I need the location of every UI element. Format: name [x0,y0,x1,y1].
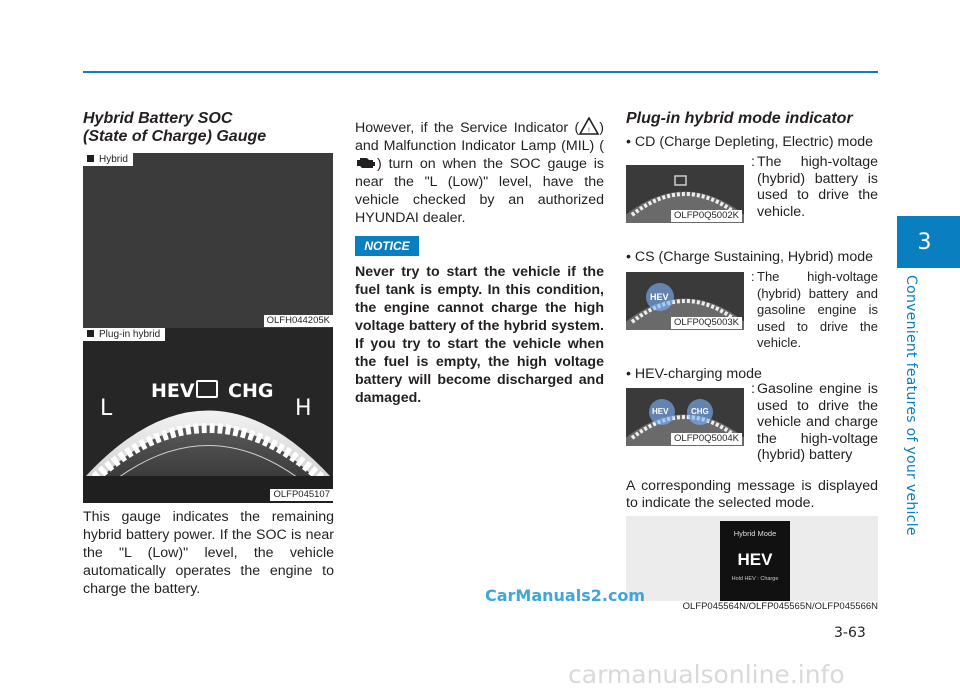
hybrid-mode-title: Hybrid Mode [733,529,777,538]
hybrid-mode-message-panel [626,516,878,601]
mode-cs-thumbnail [626,272,744,330]
plugin-image-code: OLFP045107 [270,489,333,501]
mode-hevchg-hev-text: HEV [652,407,669,416]
battery-icon [196,380,218,398]
mode-cd-code: OLFP0Q5002K [671,210,742,222]
gauge-chg-text: CHG [228,380,274,402]
mode-cd-description: : The high-voltage (hybrid) battery is used to drive the vehicle. [751,154,878,220]
hybrid-gauge-image [83,153,333,328]
mode-hevchg-thumbnail [626,388,744,446]
mode-cs-code: OLFP0Q5003K [671,317,742,329]
soc-heading-line2: (State of Charge) Gauge [83,128,267,145]
hybrid-mode-value: HEV [737,550,773,569]
service-indicator-icon [579,117,599,135]
hybrid-image-code: OLFH044205K [264,315,333,327]
mode-cs-hev-text: HEV [650,292,669,302]
hybrid-mode-footer: Hold HEV : Charge [731,576,779,582]
plugin-label: Plug-in hybrid [83,328,165,341]
mode-hevchg-description: : Gasoline engine is used to drive the vehicle and charge the high-voltage (hybrid) battery [751,381,878,463]
service-paragraph: However, if the Service Indicator ( ! ) and Malfunction Indicator Lamp (MIL) () turn on when the SOC gauge is near the "L (Low)" level, have the vehicle checked by an authorized HYUNDAI dealer. [355,117,604,227]
chapter-title: Convenient features of your vehicle [903,275,919,536]
gauge-high-label: H [295,396,312,421]
svg-text:!: ! [588,127,591,134]
hybrid-mode-display [720,521,790,601]
chapter-number-tab [897,216,960,268]
plugin-gauge-image [83,328,333,503]
soc-body: This gauge indicates the remaining hybrid battery power. If the SOC is near the "L (Low)" level, the vehicle automatically operates the engine to charge the battery. [83,509,334,597]
plugin-mode-heading: Plug-in hybrid mode indicator [626,110,853,127]
engine-mil-icon [355,156,377,170]
mode-hevchg-chg-text: CHG [691,407,709,416]
page-number: 3-63 [834,625,866,641]
footer-watermark: carmanualsonline.info [568,660,845,689]
watermark-link[interactable]: CarManuals2.com [485,586,646,605]
mode-cd-label: • CD (Charge Depleting, Electric) mode [626,134,874,150]
mode-hevchg-code: OLFP0Q5004K [671,433,742,445]
gauge-low-label: L [100,396,113,421]
chapter-number: 3 [917,229,932,255]
gauge-hev-text: HEV [151,380,195,402]
hybrid-label: Hybrid [83,153,133,166]
soc-heading-line1: Hybrid Battery SOC [83,110,233,127]
mode-cs-description: : The high-voltage (hybrid) battery and gasoline engine is used to drive the vehicle. [751,269,878,350]
panel-image-code: OLFP045564N/OLFP045565N/OLFP045566N [682,601,878,612]
notice-badge: NOTICE [355,236,419,256]
notice-text: Never try to start the vehicle if the fuel tank is empty. In this condition, the engine cannot charge the high voltage battery of the hybrid system. If you try to start the vehicle when the fuel is empty, the high voltage battery will become discharged and damaged. [355,264,604,406]
soc-heading [83,110,333,146]
mode-hevchg-label: • HEV-charging mode [626,366,762,382]
mode-cs-label: • CS (Charge Sustaining, Hybrid) mode [626,249,874,265]
header-rule [83,71,878,73]
mode-message-note: A corresponding message is displayed to indicate the selected mode. [626,478,878,511]
mode-cd-thumbnail [626,165,744,223]
